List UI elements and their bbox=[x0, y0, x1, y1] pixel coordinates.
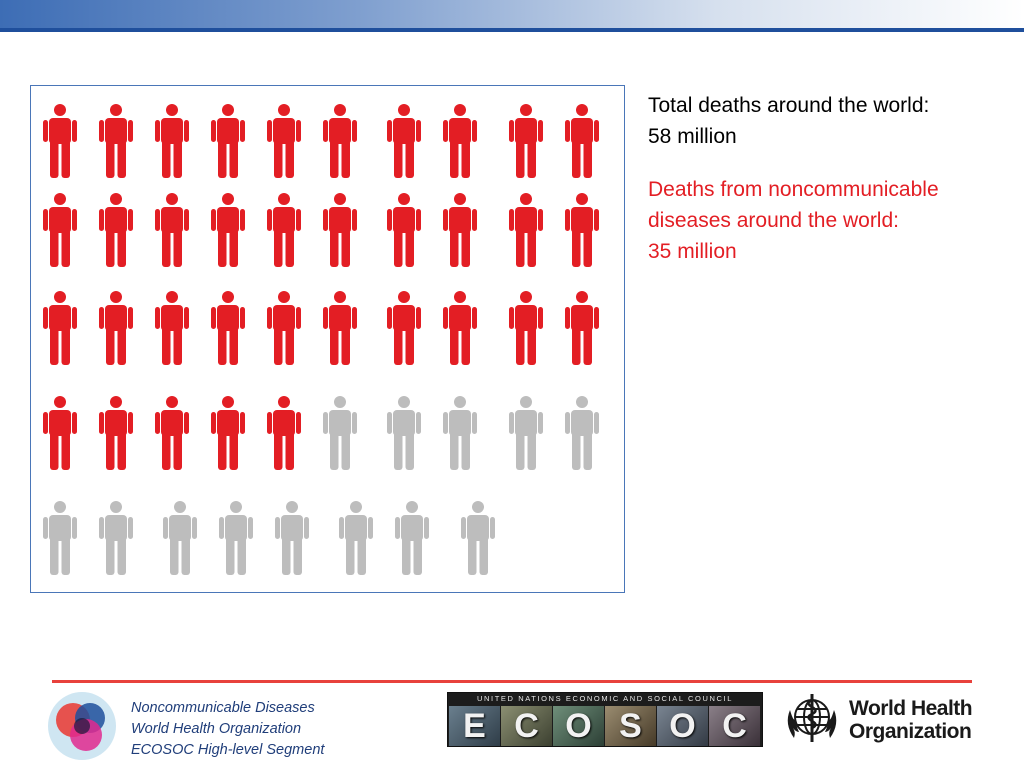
total-deaths-value: 58 million bbox=[648, 125, 737, 148]
ecosoc-letter-o-2: O bbox=[657, 706, 708, 746]
person-icon-ncd bbox=[155, 396, 189, 470]
person-icon-ncd bbox=[443, 291, 477, 365]
person-icon-other bbox=[565, 396, 599, 470]
person-icon-ncd bbox=[267, 193, 301, 267]
footer-line-3: ECOSOC High-level Segment bbox=[131, 742, 325, 758]
person-icon-other bbox=[99, 501, 133, 575]
person-icon-ncd bbox=[155, 193, 189, 267]
person-icon-ncd bbox=[211, 104, 245, 178]
person-icon-other bbox=[323, 396, 357, 470]
person-icon-other bbox=[43, 501, 77, 575]
person-icon-ncd bbox=[211, 193, 245, 267]
who-wordmark-line-2: Organization bbox=[849, 720, 972, 743]
who-wordmark-line-1: World Health bbox=[849, 697, 973, 720]
person-icon-ncd bbox=[99, 193, 133, 267]
who-emblem-icon bbox=[780, 690, 844, 748]
header-rule bbox=[0, 28, 1024, 32]
person-icon-ncd bbox=[211, 291, 245, 365]
person-icon-ncd bbox=[267, 104, 301, 178]
footer-rule bbox=[52, 680, 972, 683]
ncd-deaths-value: 35 million bbox=[648, 240, 737, 263]
person-icon-ncd bbox=[387, 291, 421, 365]
ncd-logo-icon bbox=[46, 690, 118, 762]
person-icon-ncd bbox=[43, 104, 77, 178]
person-icon-ncd bbox=[99, 104, 133, 178]
person-icon-ncd bbox=[387, 193, 421, 267]
person-icon-ncd bbox=[43, 193, 77, 267]
total-deaths-label: Total deaths around the world: bbox=[648, 94, 930, 117]
person-icon-other bbox=[509, 396, 543, 470]
ecosoc-letter-c-2: C bbox=[709, 706, 760, 746]
deaths-pictogram bbox=[30, 85, 625, 593]
ecosoc-logo bbox=[447, 692, 763, 747]
total-deaths-text bbox=[648, 90, 1018, 152]
ncd-deaths-label-2: diseases around the world: bbox=[648, 209, 899, 232]
person-icon-ncd bbox=[323, 193, 357, 267]
person-icon-ncd bbox=[323, 291, 357, 365]
person-icon-ncd bbox=[443, 104, 477, 178]
person-icon-ncd bbox=[43, 291, 77, 365]
footer-line-2: World Health Organization bbox=[131, 721, 302, 737]
ecosoc-banner-text: UNITED NATIONS ECONOMIC AND SOCIAL COUNCIL bbox=[477, 694, 733, 703]
person-icon-other bbox=[163, 501, 197, 575]
person-icon-ncd bbox=[509, 104, 543, 178]
person-icon-ncd bbox=[267, 396, 301, 470]
person-icon-ncd bbox=[99, 396, 133, 470]
ncd-deaths-text bbox=[648, 174, 1018, 267]
person-icon-ncd bbox=[155, 104, 189, 178]
person-icon-other bbox=[387, 396, 421, 470]
who-wordmark bbox=[849, 697, 972, 743]
ecosoc-letter-s: S bbox=[605, 706, 656, 746]
person-icon-ncd bbox=[99, 291, 133, 365]
stats-panel bbox=[648, 90, 1018, 267]
person-icon-ncd bbox=[565, 104, 599, 178]
ecosoc-letter-e: E bbox=[449, 706, 500, 746]
person-icon-other bbox=[461, 501, 495, 575]
person-icon-ncd bbox=[565, 193, 599, 267]
person-icon-other bbox=[219, 501, 253, 575]
person-icon-ncd bbox=[267, 291, 301, 365]
footer-caption bbox=[131, 698, 324, 761]
person-icon-ncd bbox=[565, 291, 599, 365]
person-icon-ncd bbox=[387, 104, 421, 178]
person-icon-ncd bbox=[155, 291, 189, 365]
ncd-deaths-label-1: Deaths from noncommunicable bbox=[648, 178, 939, 201]
person-icon-ncd bbox=[509, 193, 543, 267]
person-icon-other bbox=[275, 501, 309, 575]
person-icon-ncd bbox=[43, 396, 77, 470]
person-icon-ncd bbox=[443, 193, 477, 267]
person-icon-other bbox=[443, 396, 477, 470]
person-icon-ncd bbox=[211, 396, 245, 470]
ecosoc-letter-c: C bbox=[501, 706, 552, 746]
footer-line-1: Noncommunicable Diseases bbox=[131, 700, 315, 716]
ecosoc-letter-o: O bbox=[553, 706, 604, 746]
header-gradient-band bbox=[0, 0, 1024, 28]
person-icon-other bbox=[339, 501, 373, 575]
person-icon-ncd bbox=[509, 291, 543, 365]
person-icon-ncd bbox=[323, 104, 357, 178]
person-icon-other bbox=[395, 501, 429, 575]
